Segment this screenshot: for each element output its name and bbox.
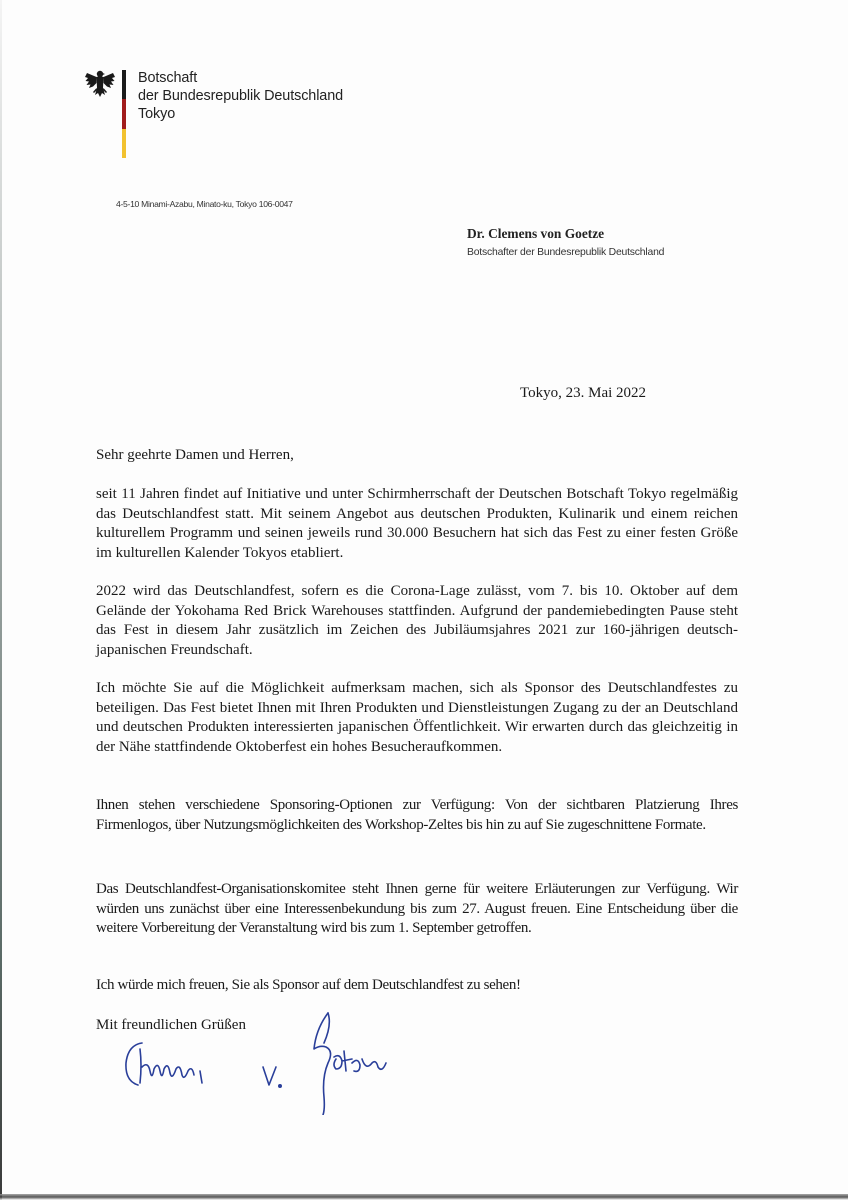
german-flag-bar: [122, 70, 126, 158]
embassy-name-line: Tokyo: [138, 106, 176, 122]
paragraph: Ihnen stehen verschiedene Sponsoring-Optionen zur Verfügung: Von der sichtbaren Platzierung Ihres Firmenlogos, über Nutzungsmöglichkeiten des Workshop-Zeltes bis hin zu auf Sie zugeschnittene Formate.: [96, 797, 738, 833]
flag-stripe-red: [122, 99, 126, 129]
embassy-address: 4-5-10 Minami-Azabu, Minato-ku, Tokyo 106-0047: [116, 199, 293, 209]
embassy-name-line: der Bundesrepublik Deutschland: [138, 88, 343, 104]
paragraph: Ich würde mich freuen, Sie als Sponsor auf dem Deutschlandfest zu sehen!: [96, 977, 521, 993]
scan-edge-bottom: [0, 1194, 848, 1200]
sender-block: [467, 226, 664, 258]
sender-title: Botschafter der Bundesrepublik Deutschland: [467, 247, 665, 258]
paragraph: seit 11 Jahren findet auf Initiative und unter Schirmherrschaft der Deutschen Botschaft Tokyo regelmäßig das Deutschlandfest statt. Mit seinem Angebot aus deutschen Produkten, Kulinarik und einem reichen kulturellem Programm und seinen jeweils rund 30.000 Besuchern hat sich das Fest zu einer festen Größe im kulturellen Kalender Tokyos etabliert.: [96, 486, 738, 561]
paragraph: Das Deutschlandfest-Organisationskomitee steht Ihnen gerne für weitere Erläuterungen zur Verfügung. Wir würden uns zunächst über eine Interessenbekundung bis zum 27. August freuen. Eine Entscheidung über die weitere Vorbereitung der Veranstaltung wird bis zum 1. September getroffen.: [96, 881, 738, 936]
handwritten-signature-icon: [120, 1005, 430, 1115]
scan-edge-left: [0, 0, 2, 1200]
federal-eagle-icon: [84, 68, 116, 102]
salutation: Sehr geehrte Damen und Herren,: [96, 447, 294, 463]
letter-date: Tokyo, 23. Mai 2022: [520, 385, 647, 401]
sender-name: Dr. Clemens von Goetze: [467, 226, 605, 241]
paragraph: 2022 wird das Deutschlandfest, sofern es die Corona-Lage zulässt, vom 7. bis 10. Oktober auf dem Gelände der Yokohama Red Brick Warehouses stattfinden. Aufgrund der pandemiebedingten Pause steht das Fest in diesem Jahr zusätzlich im Zeichen des Jubiläumsjahres 2021 zur 160-jährigen deutsch-japanischen Freundschaft.: [96, 583, 738, 658]
flag-stripe-gold: [122, 129, 126, 158]
embassy-name: [138, 69, 343, 123]
flag-stripe-black: [122, 70, 126, 99]
paragraph: Ich möchte Sie auf die Möglichkeit aufmerksam machen, sich als Sponsor des Deutschlandfestes zu beteiligen. Das Fest bietet Ihnen mit Ihren Produkten und Dienstleistungen Zugang zu der an Deutschland und deutschen Produkten interessierten japanischen Öffentlichkeit. Wir erwarten durch das gleichzeitig in der Nähe stattfindende Oktoberfest ein hohes Besucheraufkommen.: [96, 680, 738, 755]
embassy-name-line: Botschaft: [138, 70, 198, 86]
closing: Mit freundlichen Grüßen: [96, 1017, 246, 1033]
